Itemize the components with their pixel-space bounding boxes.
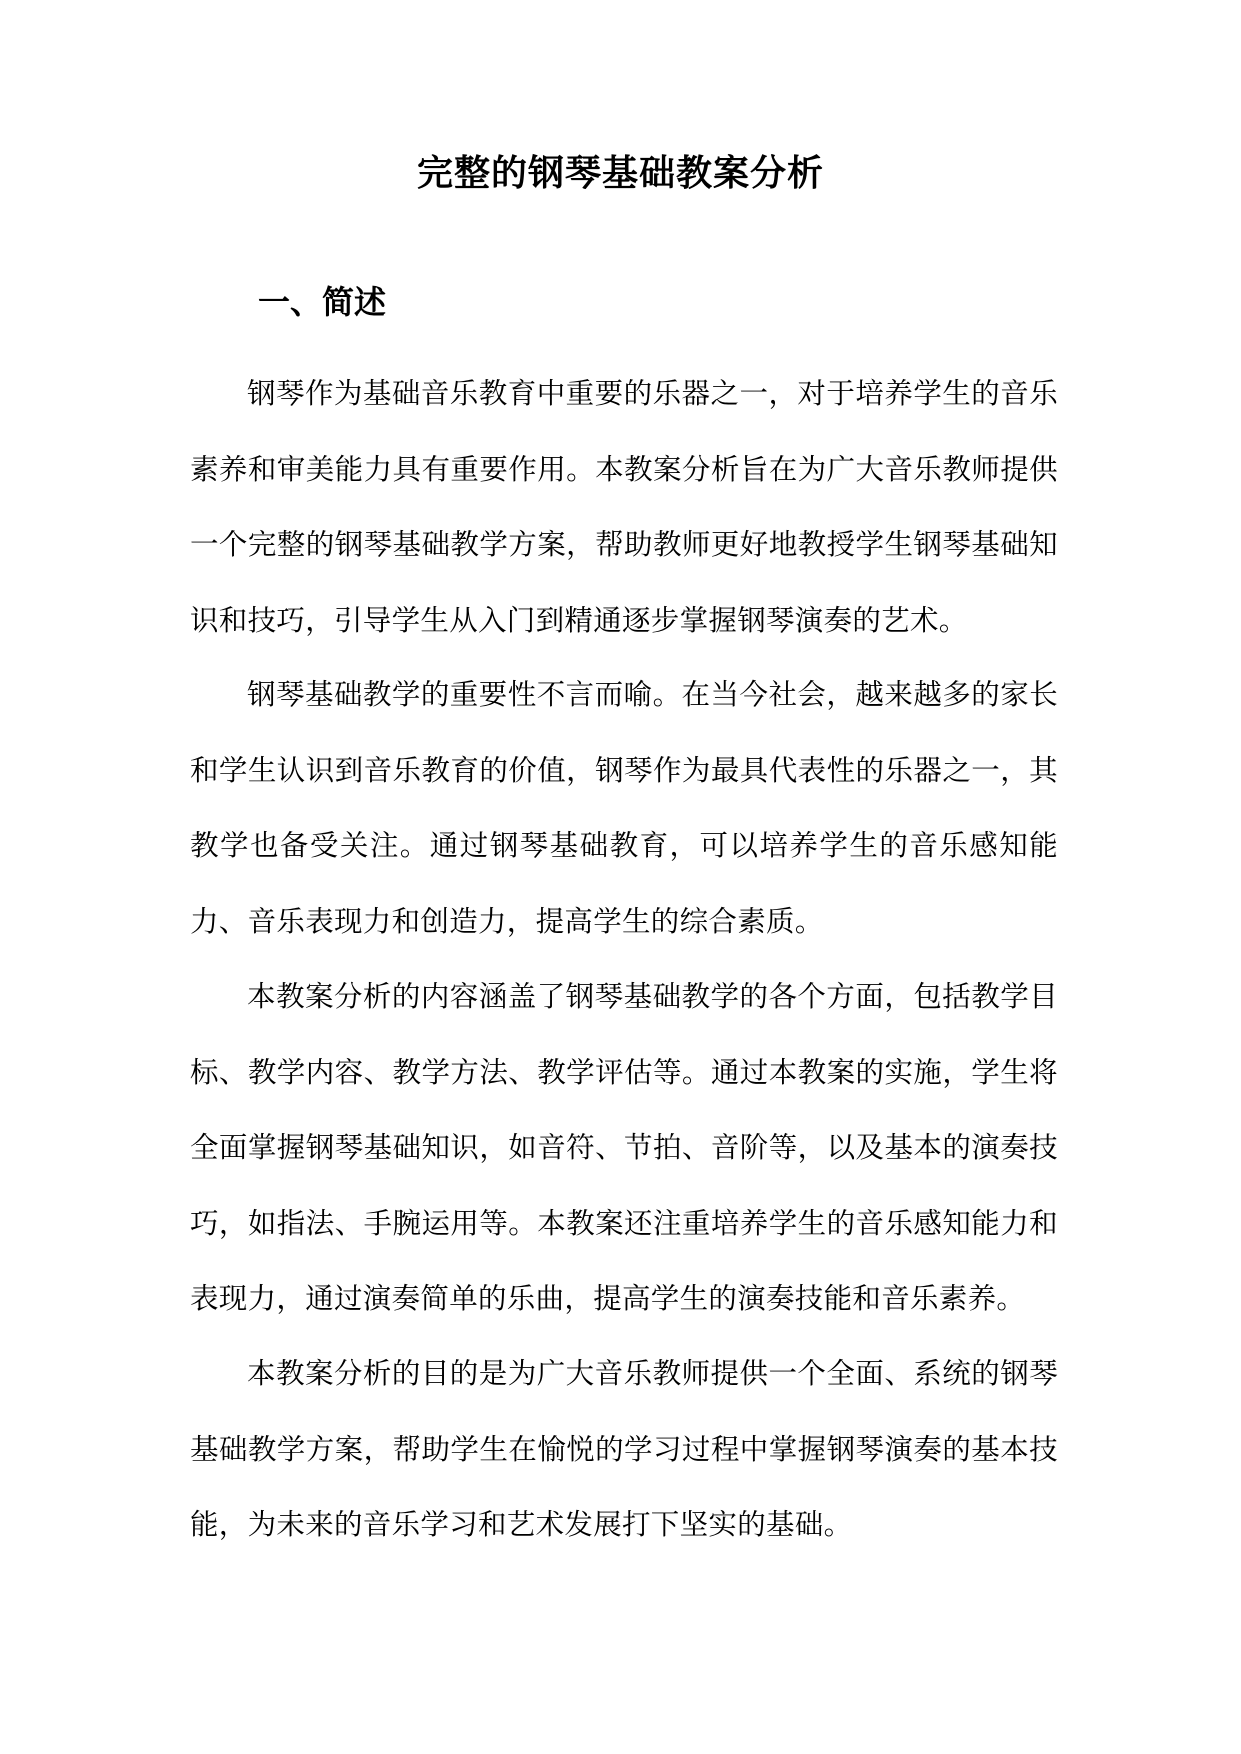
paragraph-content: 本教案分析的内容涵盖了钢琴基础教学的各个方面，包括教学目标、教学内容、教学方法、教学评估等。通过本教案的实施，学生将全面掌握钢琴基础知识，如音符、节拍、音阶等，以及基本的演奏技巧，如指法、手腕运用等。本教案还注重培养学生的音乐感知能力和表现力，通过演奏简单的乐曲，提高学生的演奏技能和音乐素养。 <box>190 980 1058 1315</box>
paragraph-purpose: 本教案分析的目的是为广大音乐教师提供一个全面、系统的钢琴基础教学方案，帮助学生在愉悦的学习过程中掌握钢琴演奏的基本技能，为未来的音乐学习和艺术发展打下坚实的基础。 <box>190 1357 1058 1541</box>
section-heading: 一、简述 <box>258 283 387 321</box>
paragraph-importance: 钢琴基础教学的重要性不言而喻。在当今社会，越来越多的家长和学生认识到音乐教育的价值，钢琴作为最具代表性的乐器之一，其教学也备受关注。通过钢琴基础教育，可以培养学生的音乐感知能力、音乐表现力和创造力，提高学生的综合素质。 <box>190 678 1058 938</box>
paragraph-intro: 钢琴作为基础音乐教育中重要的乐器之一，对于培养学生的音乐素养和审美能力具有重要作用。本教案分析旨在为广大音乐教师提供一个完整的钢琴基础教学方案，帮助教师更好地教授学生钢琴基础知识和技巧，引导学生从入门到精通逐步掌握钢琴演奏的艺术。 <box>190 377 1058 637</box>
document-title: 完整的钢琴基础教案分析 <box>416 152 824 194</box>
